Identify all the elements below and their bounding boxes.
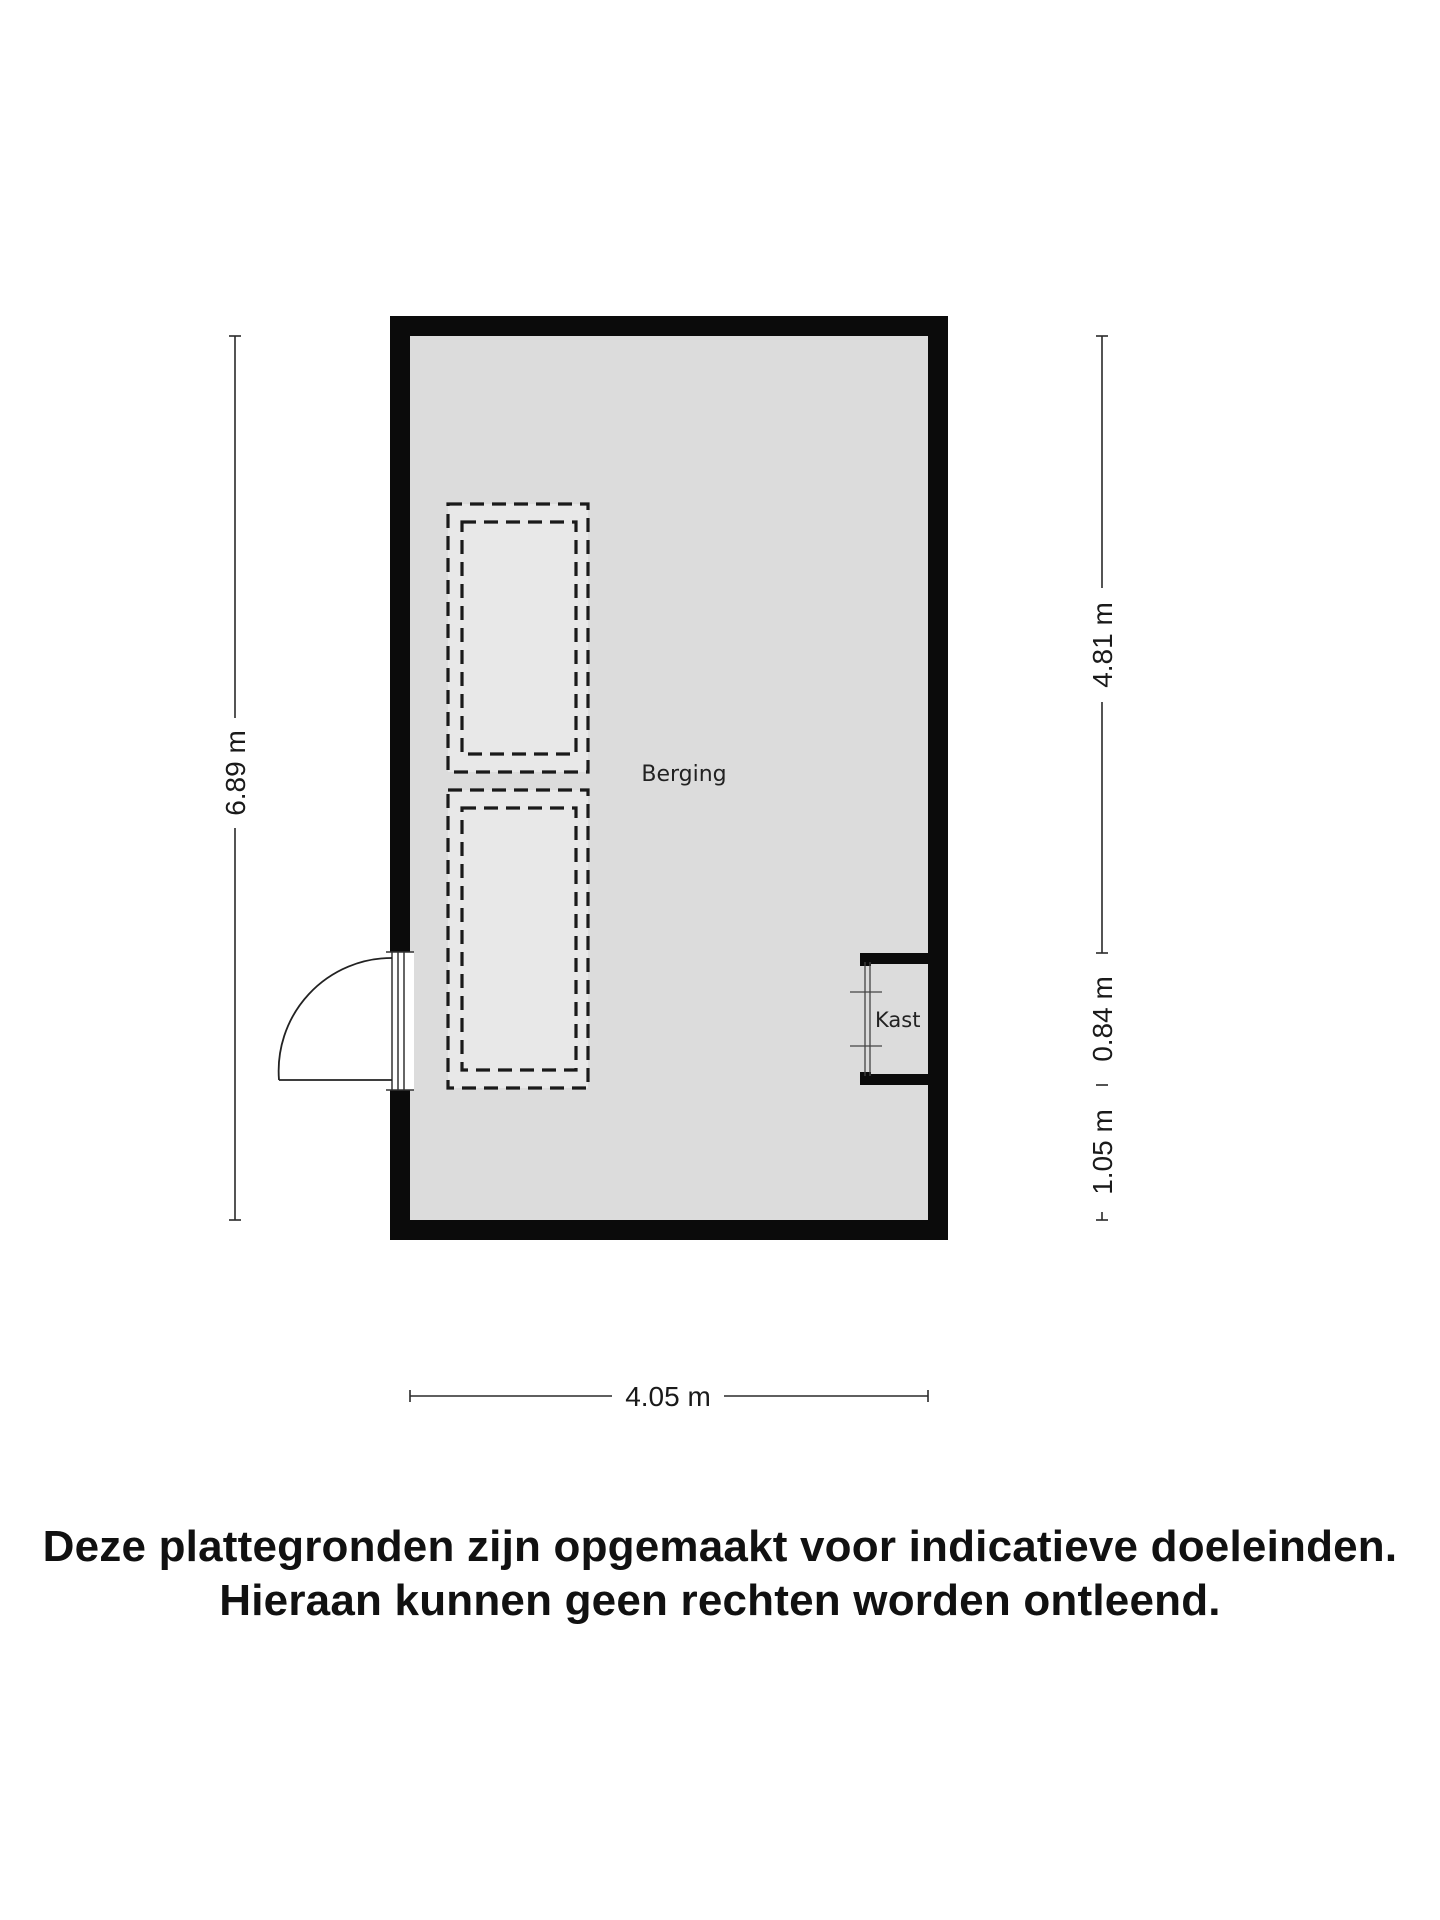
dimension-right [1087, 336, 1118, 1220]
skylight-lower [448, 790, 588, 1088]
dimension-label-total-height: 6.89 m [220, 730, 251, 816]
disclaimer-line-2: Hieraan kunnen geen rechten worden ontleend. [219, 1576, 1221, 1625]
door-swing-arc [279, 958, 392, 1080]
dimension-label-right-lower: 1.05 m [1087, 1109, 1118, 1195]
room-label-berging: Berging [641, 762, 727, 787]
room-label-kast: Kast [875, 1008, 921, 1032]
skylight-upper [448, 504, 588, 772]
dimension-left [220, 336, 251, 1220]
dimension-label-right-middle: 0.84 m [1087, 976, 1118, 1062]
door-opening [386, 952, 414, 1090]
dimension-label-right-upper: 4.81 m [1087, 602, 1118, 688]
closet-door-opening [858, 966, 874, 1072]
dimension-label-width: 4.05 m [625, 1381, 711, 1412]
dimension-bottom [410, 1381, 928, 1412]
disclaimer-line-1: Deze plattegronden zijn opgemaakt voor indicatieve doeleinden. [42, 1522, 1398, 1571]
